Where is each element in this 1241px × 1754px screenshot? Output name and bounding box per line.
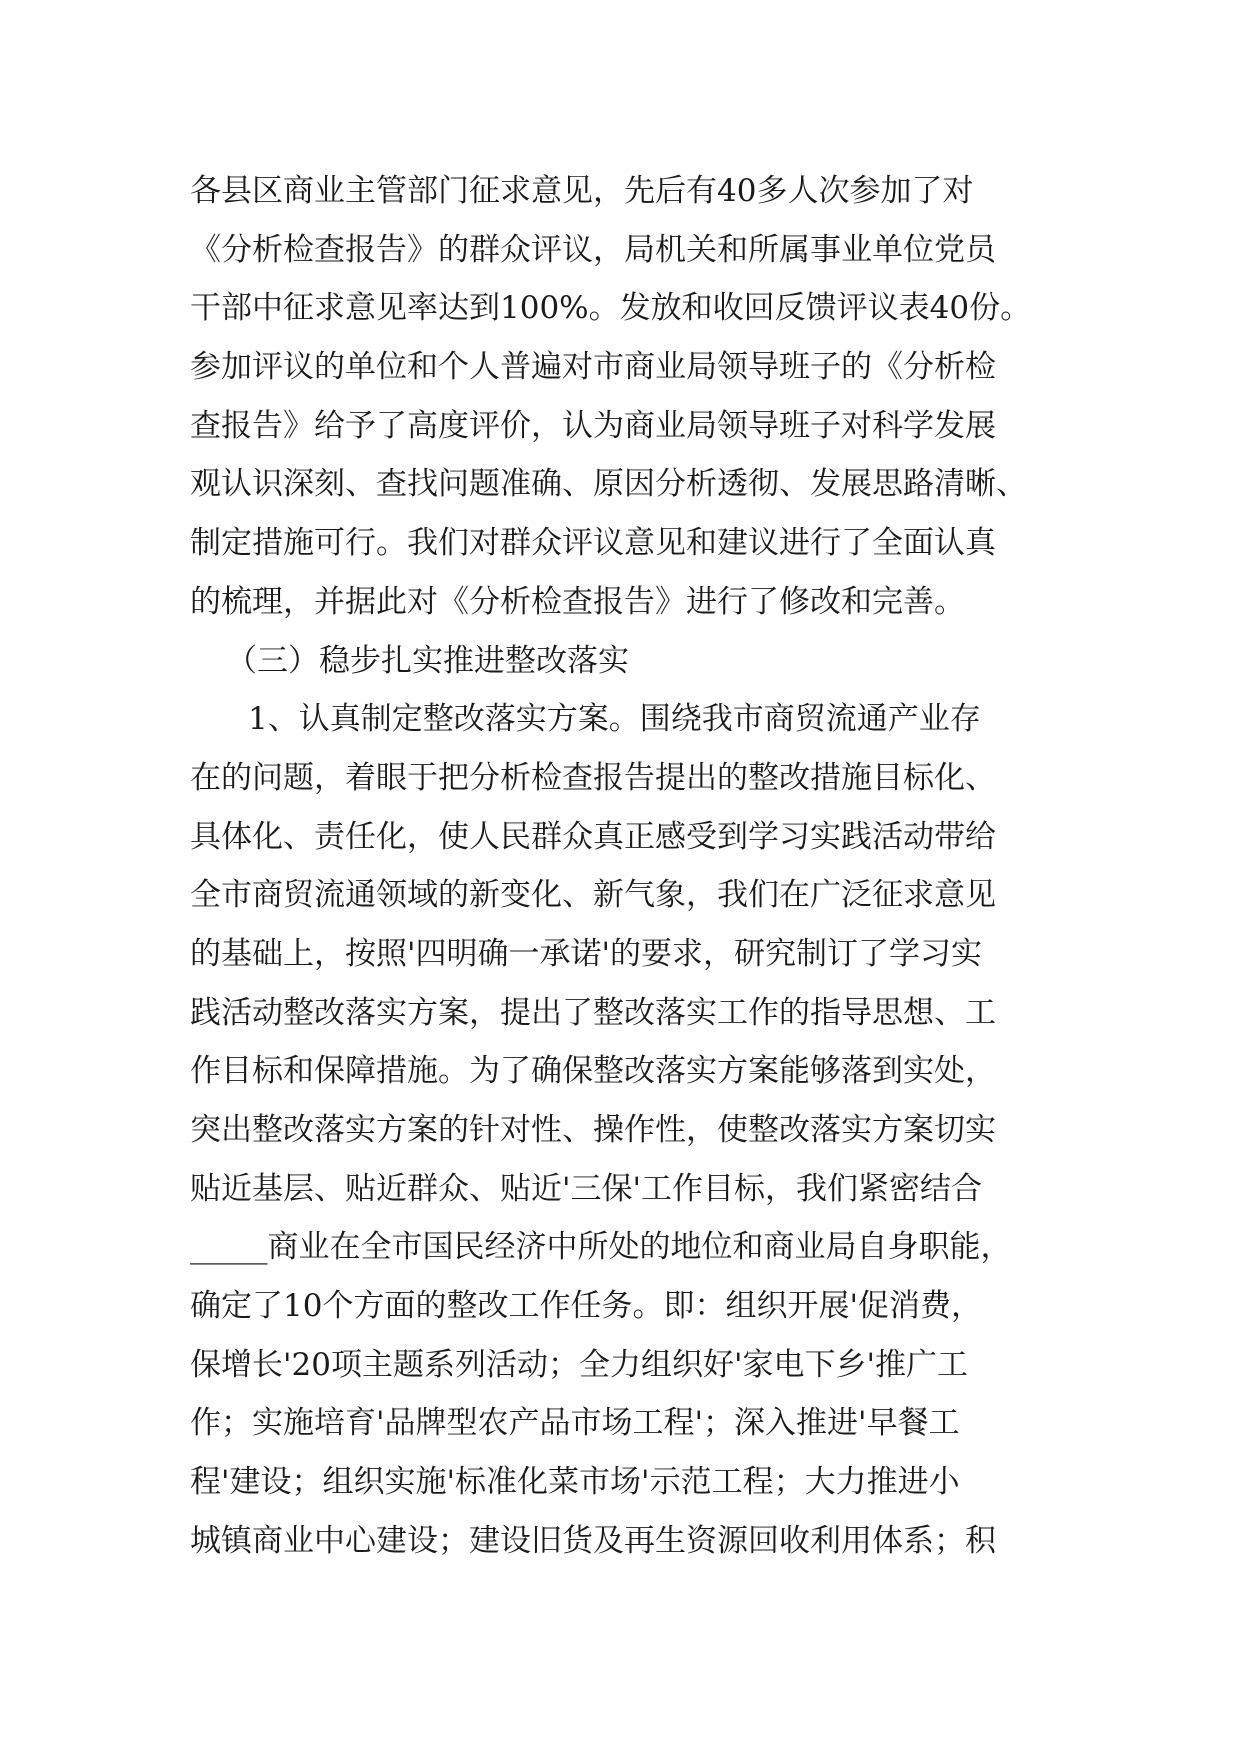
text-line: 各县区商业主管部门征求意见，先后有40多人次参加了对 [190,173,974,209]
text-line: 的梳理，并据此对《分析检查报告》进行了修改和完善。 [190,583,965,620]
text-line: 践活动整改落实方案，提出了整改落实工作的指导思想、工 [190,994,996,1031]
text-line: 城镇商业中心建设；建设旧货及再生资源回收利用体系；积 [190,1522,996,1559]
text-line: 全市商贸流通领域的新变化、新气象，我们在广泛征求意见 [190,877,996,914]
text-line: 保增长'20项主题系列活动；全力组织好'家电下乡'推广工 [190,1346,969,1383]
text-line: 参加评议的单位和个人普遍对市商业局领导班子的《分析检 [190,349,996,386]
text-line: 突出整改落实方案的针对性、操作性，使整改落实方案切实 [190,1112,996,1148]
text-line: 作；实施培育'品牌型农产品市场工程'；深入推进'早餐工 [190,1405,960,1442]
text-line: 具体化、责任化，使人民群众真正感受到学习实践活动带给 [190,818,996,855]
text-line: 作目标和保障措施。为了确保整改落实方案能够落到实处， [190,1053,996,1090]
text-line: 干部中征求意见率达到100%。发放和收回反馈评议表40份。 [190,290,1032,327]
section-heading: （三）稳步扎实推进整改落实 [226,642,629,679]
text-line: 贴近基层、贴近群众、贴近'三保'工作目标，我们紧密结合 [190,1170,983,1207]
text-line: 程'建设；组织实施'标准化菜市场'示范工程；大力推进小 [190,1464,960,1501]
text-line: 《分析检查报告》的群众评议，局机关和所属事业单位党员 [190,231,996,268]
paragraph-first-line: 1、认真制定整改落实方案。围绕我市商贸流通产业存 [248,701,981,738]
text-line: 确定了10个方面的整改工作任务。即：组织开展'促消费， [190,1288,982,1325]
text-line: 制定措施可行。我们对群众评议意见和建议进行了全面认真 [190,525,996,562]
text-line: _____商业在全市国民经济中所处的地位和商业局自身职能， [190,1229,1012,1266]
text-line: 观认识深刻、查找问题准确、原因分析透彻、发展思路清晰、 [190,466,1027,503]
text-line: 查报告》给予了高度评价，认为商业局领导班子对科学发展 [190,407,996,444]
text-line: 在的问题，着眼于把分析检查报告提出的整改措施目标化、 [190,759,996,796]
document-body [190,162,1070,1571]
text-line: 的基础上，按照'四明确一承诺'的要求，研究制订了学习实 [190,935,983,972]
